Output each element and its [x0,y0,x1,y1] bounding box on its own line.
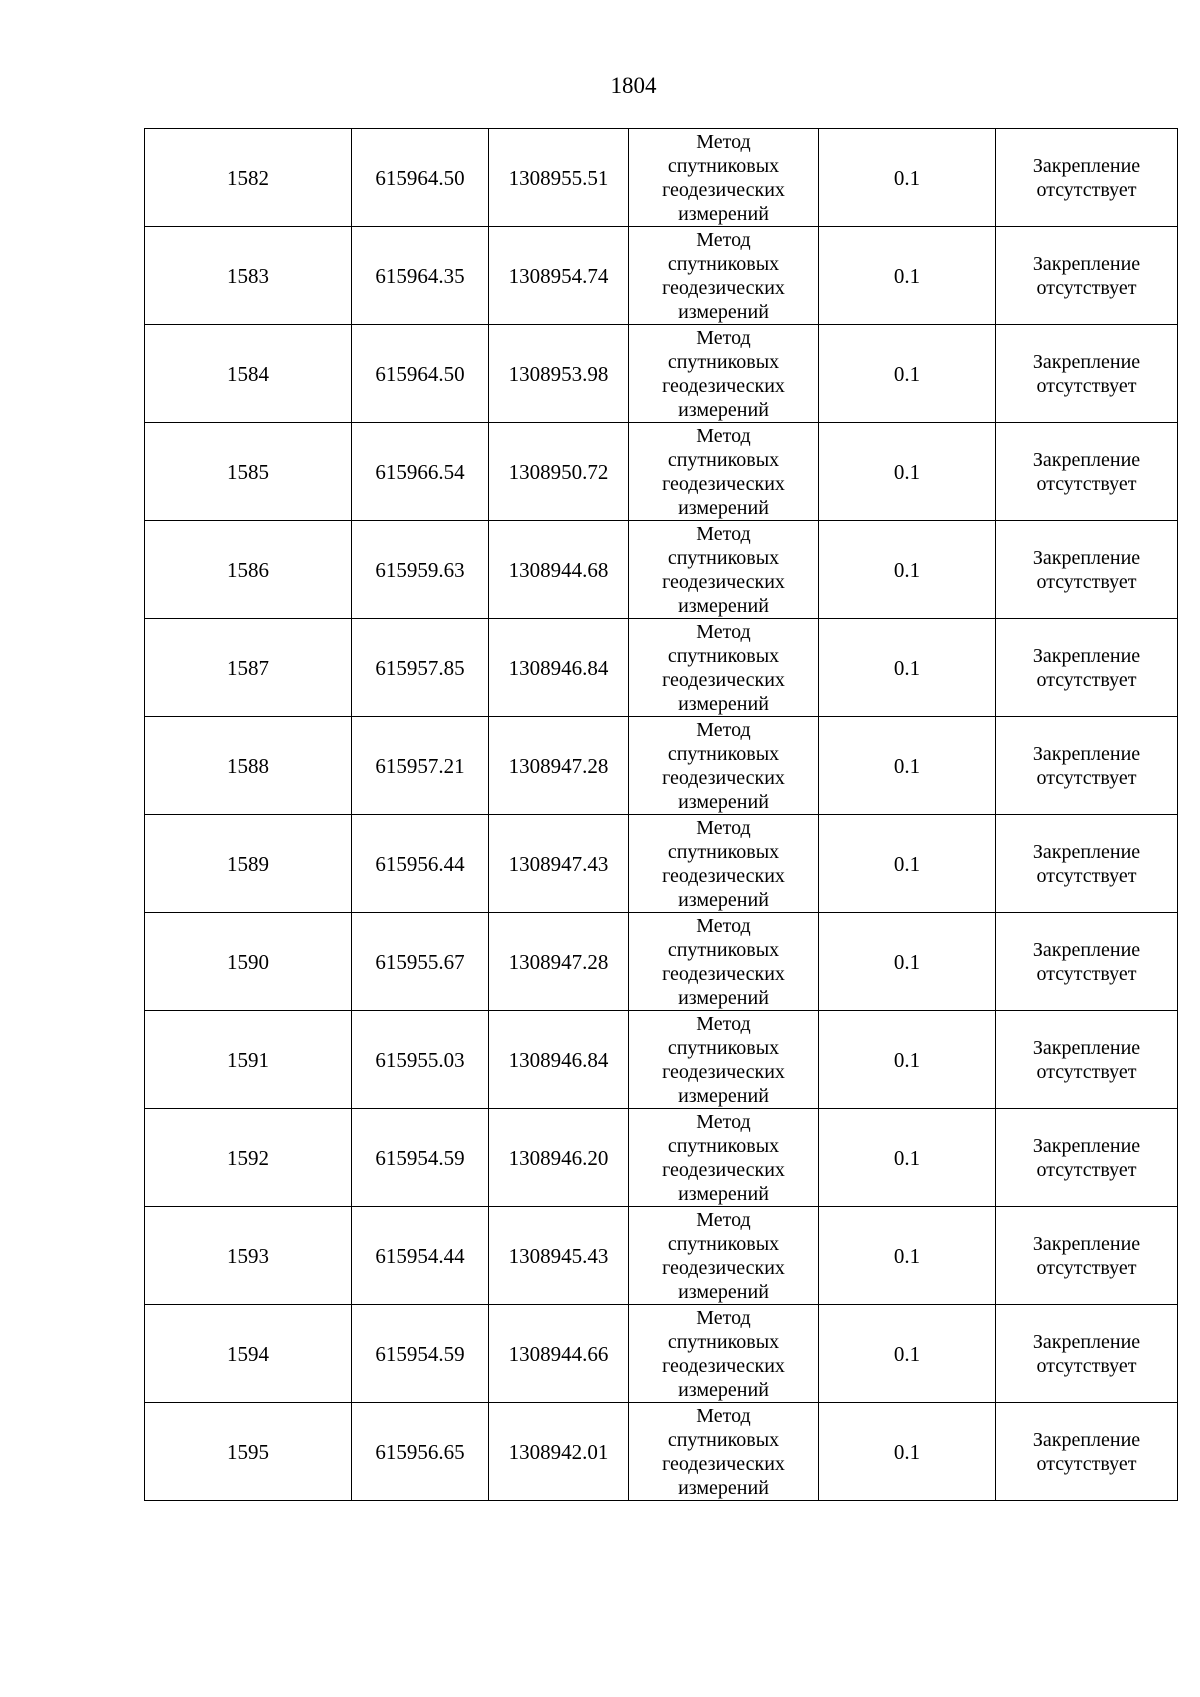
coordinates-table [144,128,1178,1501]
method-cell [629,423,819,521]
method-cell [629,1207,819,1305]
y-coordinate-cell: 1308955.51 [489,129,629,227]
fixing-cell [996,1011,1178,1109]
y-coordinate-cell: 1308945.43 [489,1207,629,1305]
accuracy-cell: 0.1 [819,423,996,521]
table-row [145,129,1178,227]
method-text: геодезических [662,864,785,887]
point-number-cell: 1584 [145,325,352,423]
method-text: спутниковых [667,252,780,275]
fixing-cell [996,619,1178,717]
fixing-text: отсутствует [1036,570,1137,593]
fixing-text: Закрепление [1032,448,1141,471]
y-coordinate-cell: 1308947.43 [489,815,629,913]
x-coordinate-cell: 615955.03 [352,1011,489,1109]
fixing-cell [996,325,1178,423]
method-text: измерений [678,1182,769,1205]
method-cell [629,1011,819,1109]
method-text: спутниковых [667,938,780,961]
accuracy-cell: 0.1 [819,325,996,423]
fixing-text: отсутствует [1036,766,1137,789]
method-text: измерений [678,594,769,617]
method-text: Метод [696,718,751,741]
accuracy-cell: 0.1 [819,1109,996,1207]
fixing-cell [996,521,1178,619]
method-text: геодезических [662,962,785,985]
y-coordinate-cell: 1308947.28 [489,717,629,815]
x-coordinate-cell: 615966.54 [352,423,489,521]
x-coordinate-cell: 615956.44 [352,815,489,913]
point-number-cell: 1593 [145,1207,352,1305]
fixing-text: отсутствует [1036,374,1137,397]
method-text: спутниковых [667,1036,780,1059]
point-number-cell: 1595 [145,1403,352,1501]
method-text: спутниковых [667,1134,780,1157]
method-text: геодезических [662,1060,785,1083]
accuracy-cell: 0.1 [819,913,996,1011]
method-text: Метод [696,130,751,153]
method-text: спутниковых [667,1428,780,1451]
y-coordinate-cell: 1308944.68 [489,521,629,619]
method-text: измерений [678,1084,769,1107]
method-text: спутниковых [667,448,780,471]
fixing-text: Закрепление [1032,154,1141,177]
x-coordinate-cell: 615956.65 [352,1403,489,1501]
point-number-cell: 1594 [145,1305,352,1403]
method-text: спутниковых [667,742,780,765]
x-coordinate-cell: 615957.85 [352,619,489,717]
fixing-cell [996,1109,1178,1207]
fixing-cell [996,1305,1178,1403]
fixing-text: отсутствует [1036,962,1137,985]
method-text: Метод [696,1012,751,1035]
fixing-text: отсутствует [1036,668,1137,691]
accuracy-cell: 0.1 [819,1403,996,1501]
fixing-text: отсутствует [1036,1158,1137,1181]
method-text: спутниковых [667,154,780,177]
fixing-text: отсутствует [1036,1256,1137,1279]
accuracy-cell: 0.1 [819,521,996,619]
point-number-cell: 1586 [145,521,352,619]
x-coordinate-cell: 615954.44 [352,1207,489,1305]
method-text: геодезических [662,472,785,495]
table-row [145,1109,1178,1207]
fixing-text: Закрепление [1032,742,1141,765]
accuracy-cell: 0.1 [819,717,996,815]
accuracy-cell: 0.1 [819,227,996,325]
method-text: Метод [696,424,751,447]
x-coordinate-cell: 615957.21 [352,717,489,815]
method-text: геодезических [662,1158,785,1181]
method-text: геодезических [662,1354,785,1377]
method-text: геодезических [662,374,785,397]
method-text: Метод [696,522,751,545]
fixing-cell [996,815,1178,913]
fixing-text: Закрепление [1032,840,1141,863]
fixing-cell [996,227,1178,325]
accuracy-cell: 0.1 [819,1207,996,1305]
y-coordinate-cell: 1308946.20 [489,1109,629,1207]
method-text: измерений [678,1378,769,1401]
table-row [145,619,1178,717]
fixing-text: Закрепление [1032,1428,1141,1451]
y-coordinate-cell: 1308942.01 [489,1403,629,1501]
method-text: Метод [696,1110,751,1133]
method-text: Метод [696,914,751,937]
method-text: спутниковых [667,644,780,667]
accuracy-cell: 0.1 [819,1011,996,1109]
fixing-cell [996,913,1178,1011]
accuracy-cell: 0.1 [819,129,996,227]
fixing-text: Закрепление [1032,546,1141,569]
table-row [145,1207,1178,1305]
table-row [145,815,1178,913]
fixing-cell [996,1207,1178,1305]
method-text: геодезических [662,178,785,201]
fixing-text: отсутствует [1036,1452,1137,1475]
method-cell [629,129,819,227]
fixing-text: отсутствует [1036,864,1137,887]
method-text: измерений [678,496,769,519]
x-coordinate-cell: 615955.67 [352,913,489,1011]
y-coordinate-cell: 1308946.84 [489,1011,629,1109]
method-text: спутниковых [667,350,780,373]
x-coordinate-cell: 615954.59 [352,1305,489,1403]
point-number-cell: 1583 [145,227,352,325]
page-number: 1804 [610,73,657,98]
method-text: Метод [696,326,751,349]
method-text: измерений [678,790,769,813]
fixing-text: отсутствует [1036,178,1137,201]
method-text: Метод [696,620,751,643]
point-number-cell: 1588 [145,717,352,815]
method-cell [629,1403,819,1501]
point-number-cell: 1585 [145,423,352,521]
fixing-cell [996,423,1178,521]
fixing-text: Закрепление [1032,1134,1141,1157]
point-number-cell: 1589 [145,815,352,913]
coordinates-table-body [145,129,1178,1501]
table-row [145,913,1178,1011]
fixing-text: Закрепление [1032,1232,1141,1255]
y-coordinate-cell: 1308954.74 [489,227,629,325]
method-text: спутниковых [667,1232,780,1255]
method-cell [629,619,819,717]
fixing-text: отсутствует [1036,472,1137,495]
fixing-text: отсутствует [1036,276,1137,299]
method-text: геодезических [662,1256,785,1279]
table-row [145,521,1178,619]
method-text: Метод [696,228,751,251]
method-text: измерений [678,1476,769,1499]
table-row [145,1403,1178,1501]
method-text: геодезических [662,668,785,691]
y-coordinate-cell: 1308953.98 [489,325,629,423]
point-number-cell: 1587 [145,619,352,717]
method-text: измерений [678,1280,769,1303]
method-text: Метод [696,1208,751,1231]
method-text: Метод [696,1404,751,1427]
method-text: геодезических [662,570,785,593]
point-number-cell: 1592 [145,1109,352,1207]
y-coordinate-cell: 1308947.28 [489,913,629,1011]
method-cell [629,1305,819,1403]
accuracy-cell: 0.1 [819,619,996,717]
method-cell [629,1109,819,1207]
fixing-text: отсутствует [1036,1060,1137,1083]
x-coordinate-cell: 615964.50 [352,325,489,423]
method-text: измерений [678,888,769,911]
accuracy-cell: 0.1 [819,815,996,913]
x-coordinate-cell: 615964.35 [352,227,489,325]
method-text: Метод [696,816,751,839]
method-text: измерений [678,398,769,421]
x-coordinate-cell: 615954.59 [352,1109,489,1207]
method-cell [629,521,819,619]
y-coordinate-cell: 1308944.66 [489,1305,629,1403]
point-number-cell: 1591 [145,1011,352,1109]
method-text: спутниковых [667,546,780,569]
method-text: спутниковых [667,1330,780,1353]
table-row [145,717,1178,815]
method-text: измерений [678,202,769,225]
fixing-text: Закрепление [1032,350,1141,373]
table-row [145,1305,1178,1403]
method-text: измерений [678,300,769,323]
method-cell [629,717,819,815]
fixing-text: отсутствует [1036,1354,1137,1377]
fixing-text: Закрепление [1032,644,1141,667]
table-row [145,1011,1178,1109]
fixing-cell [996,129,1178,227]
table-row [145,325,1178,423]
method-text: измерений [678,986,769,1009]
x-coordinate-cell: 615964.50 [352,129,489,227]
method-cell [629,227,819,325]
method-cell [629,913,819,1011]
table-row [145,227,1178,325]
point-number-cell: 1582 [145,129,352,227]
method-text: измерений [678,692,769,715]
method-cell [629,325,819,423]
x-coordinate-cell: 615959.63 [352,521,489,619]
fixing-text: Закрепление [1032,1330,1141,1353]
point-number-cell: 1590 [145,913,352,1011]
method-cell [629,815,819,913]
fixing-text: Закрепление [1032,252,1141,275]
y-coordinate-cell: 1308950.72 [489,423,629,521]
method-text: спутниковых [667,840,780,863]
method-text: геодезических [662,1452,785,1475]
fixing-cell [996,1403,1178,1501]
fixing-text: Закрепление [1032,1036,1141,1059]
fixing-cell [996,717,1178,815]
y-coordinate-cell: 1308946.84 [489,619,629,717]
fixing-text: Закрепление [1032,938,1141,961]
method-text: геодезических [662,766,785,789]
method-text: геодезических [662,276,785,299]
table-row [145,423,1178,521]
accuracy-cell: 0.1 [819,1305,996,1403]
method-text: Метод [696,1306,751,1329]
